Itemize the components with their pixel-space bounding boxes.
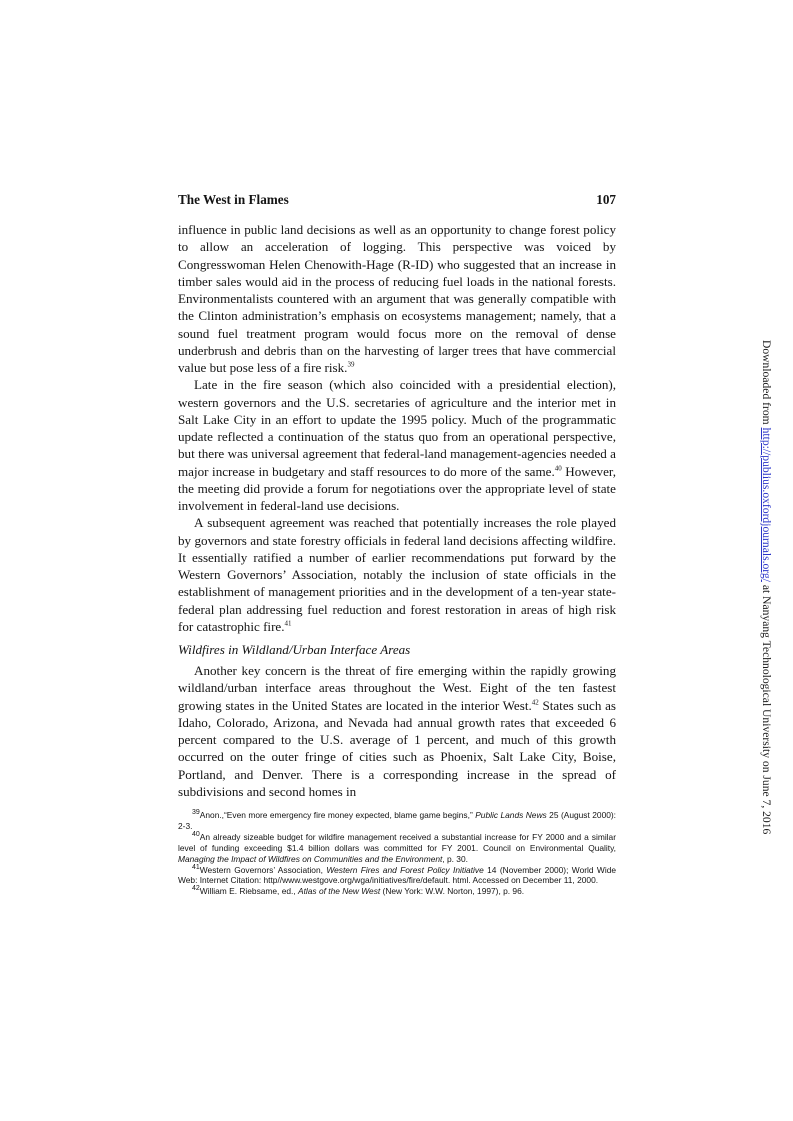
section-heading: Wildfires in Wildland/Urban Interface Areas [178, 642, 411, 657]
footnote: $^{39}$Anon.,“Even more emergency fire money expected, blame game begins,” Public Lands News 25 (August 2000): 2-3. [178, 809, 617, 831]
paragraph: A subsequent agreement was reached that potentially increases the role played by governors and state forestry officials in federal land decisions affecting wildfire. It essentially ratified a number of earlier recommendations put forward by the Western Governors’ Association, notably the inclusion of state officials in the establishment of management priorities and in the development of a ten-year state-federal plan addressing fuel reduction and forest restoration in areas of high risk for catastrophic fire.$^{41}$ [178, 515, 616, 634]
body-text [178, 221, 616, 800]
footnote: $^{42}$William E. Riebsame, ed., Atlas of the New West (New York: W.W. Norton, 1997), p. 96. [192, 885, 525, 897]
footnote-mark[interactable]: 41 [284, 619, 292, 628]
paragraph: influence in public land decisions as well as an opportunity to change forest policy to allow an acceleration of logging. This perspective was voiced by Congresswoman Helen Chenowith-Hage (R-ID) who suggested that an increase in timber sales would aid in the process of reducing fuel loads in the national forests. Environmentalists countered with an argument that was generally compatible with the Clinton administration’s emphasis on ecosystems management; namely, that a sound fuel treatment program would focus more on the removal of dense underbrush and debris than on the harvesting of larger trees that have commercial value but pose less of a fire risk.$^{39}$ [178, 222, 616, 375]
footnote-mark[interactable]: 40 [554, 464, 562, 473]
footnote-mark[interactable]: 39 [347, 360, 355, 369]
download-watermark [760, 340, 773, 834]
download-suffix: at Nanyang Technological University on June 7, 2016 [760, 581, 773, 835]
paragraph: Another key concern is the threat of fire emerging within the rapidly growing wildland/urban interface areas throughout the West. Eight of the ten fastest growing states in the United States are located in the interior West.$^{42}$ States such as Idaho, Colorado, Arizona, and Nevada had annual growth rates that exceeded 6 percent compared to the U.S. average of 1 percent, and much of this growth occurred on the outer fringe of cities such as Phoenix, Salt Lake City, Boise, Portland, and Denver. There is a corresponding increase in the spread of subdivisions and second homes in [178, 663, 617, 799]
footnote-mark[interactable]: 42 [531, 698, 539, 707]
footnote: $^{40}$An already sizeable budget for wildfire management received a substantial increase for FY 2000 and a similar level of funding exceeding $1.4 billion dollars was committed for FY 2001. Council on Environmental Quality, Managing the Impact of Wildfires on Communities and the Environment, p. 30. [178, 831, 616, 864]
running-head [178, 192, 616, 208]
download-prefix: Downloaded from [760, 340, 773, 428]
running-head-title: The West in Flames [178, 192, 289, 207]
journal-link[interactable]: http://publius.oxfordjournals.org/ [760, 427, 773, 582]
footnotes [178, 810, 616, 897]
footnote: $^{41}$Western Governors’ Association, Western Fires and Forest Policy Initiative 14 (November 2000); World Wide Web: Internet Citation: http//www.westgove.org/wga/initiatives/fire/default. html. Accessed on December 11, 2000. [178, 863, 617, 886]
page-number: 107 [596, 192, 616, 207]
paragraph: Late in the fire season (which also coincided with a presidential election), western governors and the U.S. secretaries of agriculture and the interior met in Salt Lake City in an effort to update the 1995 policy. Much of the programmatic update reflected a continuation of the status quo from an operational perspective, but there was universal agreement that federal-land management-agencies needed a major increase in budgetary and staff resources to do more of the same.$^{40}$ However, the meeting did provide a forum for negotiations over the appropriate level of state involvement in federal-land use decisions. [178, 377, 616, 513]
book-page [178, 192, 616, 897]
